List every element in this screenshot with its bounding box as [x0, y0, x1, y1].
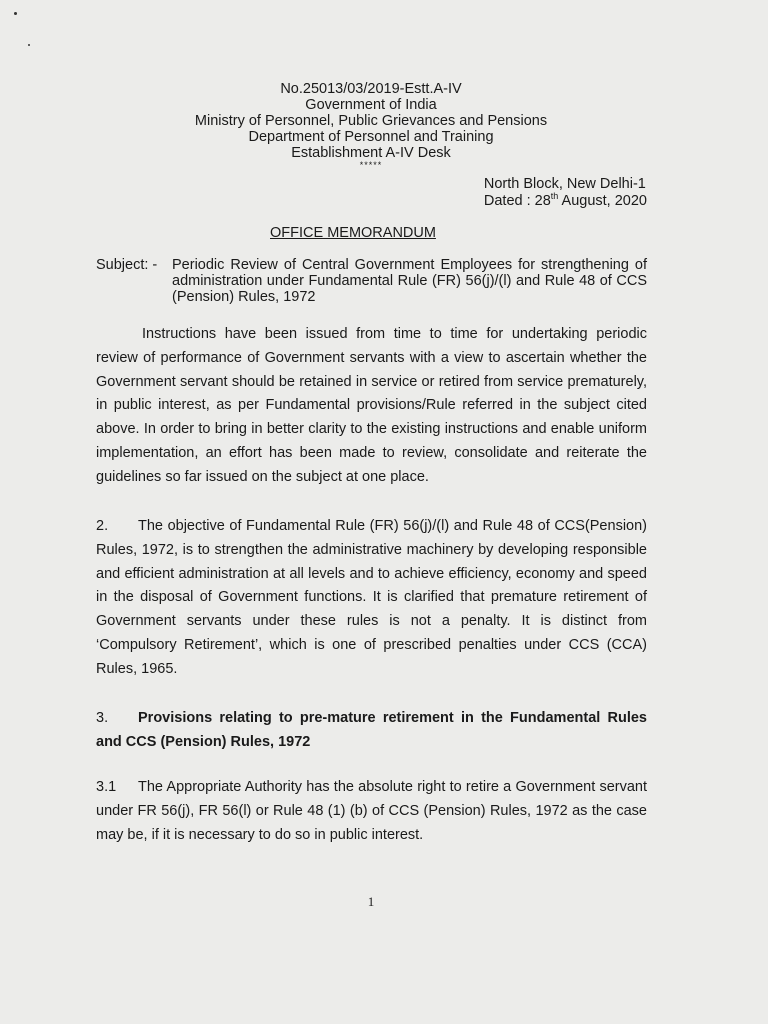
paragraph-3-1-number: 3.1: [96, 779, 117, 795]
memo-title: OFFICE MEMORANDUM: [270, 225, 436, 241]
file-number: No.25013/03/2019-Estt.A-IV: [280, 81, 462, 97]
scan-speck: [14, 12, 17, 15]
paragraph-3-1-text: The Appropriate Authority has the absolute right to retire a Government servant under FR 56(j), FR 56(l) or Rule 48 (1) (b) of CCS (Pension) Rules, 1972 as the case may be, if it is necessary to do so in public interest.: [96, 779, 647, 843]
document-header: [0, 81, 742, 170]
section-3-heading: [96, 706, 647, 754]
paragraph-1: Instructions have been issued from time to time for undertaking periodic review of performance of Government servants with a view to ascertain whether the Government servant should be retained in service or retired from service prematurely, in public interest, as per Fundamental provisions/Rule referred in the subject cited above. In order to bring in better clarity to the existing instructions and enable uniform implementation, an effort has been made to review, consolidate and reiterate the guidelines so far issued on the subject at one place.: [96, 326, 647, 485]
paragraph-2-number: 2.: [96, 518, 109, 534]
scan-speck: [28, 44, 30, 46]
date-prefix: Dated : 28: [483, 193, 551, 209]
subject-text: Periodic Review of Central Government Employees for strengthening of administration under Fundamental Rule (FR) 56(j)/(l) and Rule 48 of CCS (Pension) Rules, 1972: [172, 257, 647, 305]
ministry-name: Ministry of Personnel, Public Grievances and Pensions: [194, 113, 548, 129]
section-3-title: Provisions relating to pre-mature retirement in the Fundamental Rules and CCS (Pension) Rules, 1972: [96, 710, 647, 750]
place-date-block: [484, 176, 647, 210]
desk-name: Establishment A-IV Desk: [291, 145, 451, 161]
header-stars: *****: [359, 160, 383, 170]
paragraph-2-text: The objective of Fundamental Rule (FR) 56(j)/(l) and Rule 48 of CCS(Pension) Rules, 1972, is to strengthen the administrative machinery by developing responsible and efficient administration at all levels and to achieve efficiency, economy and speed in the disposal of Government functions. It is clarified that premature retirement of Government servants under these rules is not a penalty. It is distinct from ‘Compulsory Retirement’, which is one of prescribed penalties under CCS (CCA) Rules, 1965.: [96, 518, 647, 677]
page-number: 1: [367, 894, 375, 909]
location: North Block, New Delhi-1: [483, 176, 646, 192]
subject-block: [96, 257, 647, 305]
paragraph-2: [96, 515, 647, 682]
paragraph-3-1: [96, 776, 647, 847]
date-sup: th: [550, 191, 559, 202]
government-name: Government of India: [305, 97, 437, 113]
department-name: Department of Personnel and Training: [248, 129, 494, 145]
subject-label: Subject: -: [96, 257, 158, 273]
date-line: [484, 193, 647, 210]
date-suffix: August, 2020: [558, 193, 647, 209]
section-3-number: 3.: [96, 710, 109, 726]
